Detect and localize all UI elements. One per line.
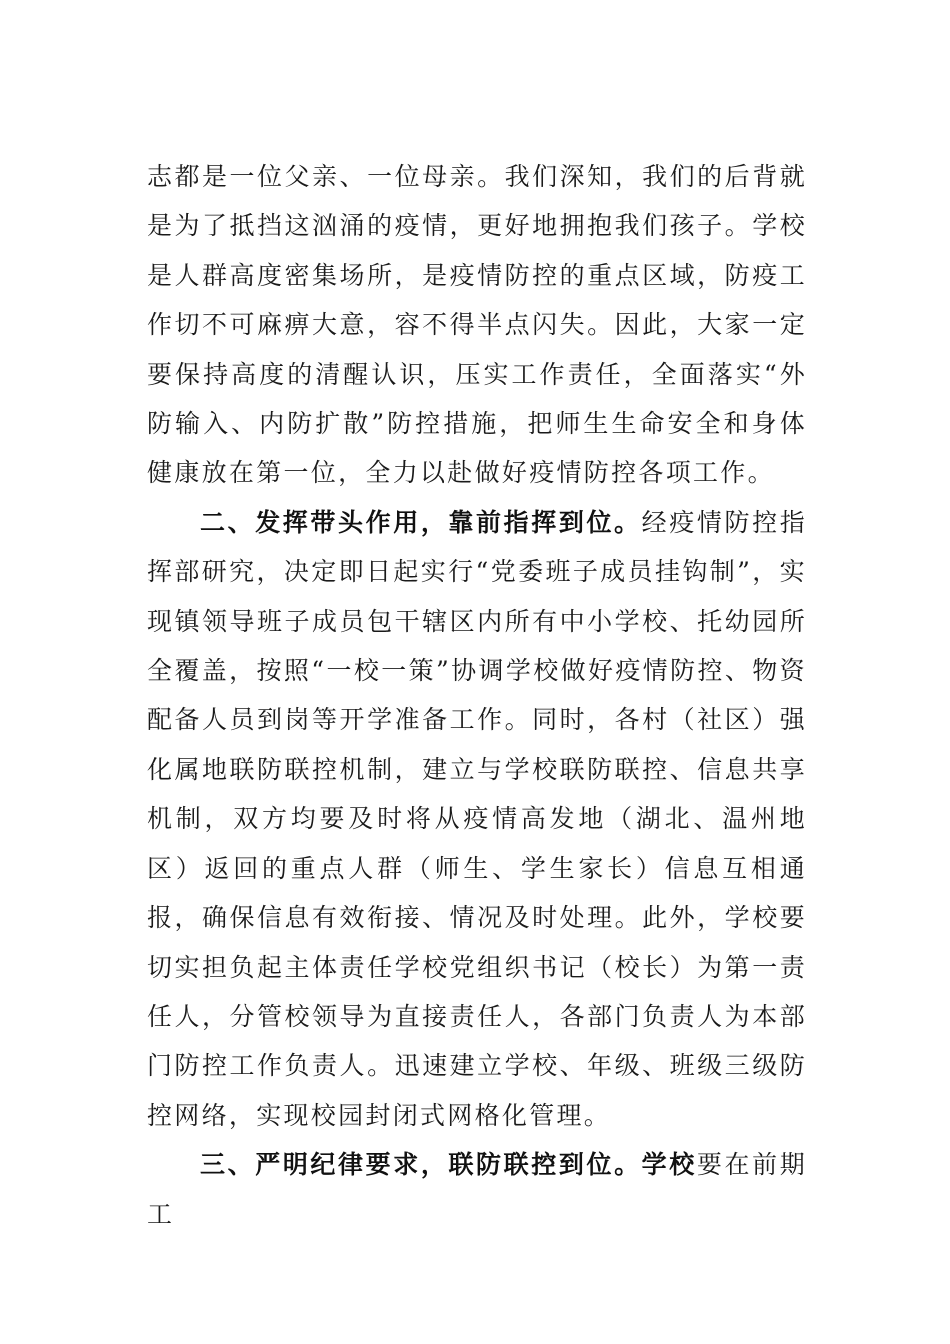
- section-two-heading: 二、发挥带头作用，靠前指挥到位。: [200, 507, 642, 537]
- paragraph-continuation: [147, 152, 807, 498]
- document-body: [147, 152, 807, 1239]
- section-three-heading: 三、严明纪律要求，联防联控到位。学校: [200, 1150, 697, 1180]
- section-two-text: 经疫情防控指挥部研究，决定即日起实行“党委班子成员挂钩制”，实现镇领导班子成员包干辖区内所有中小学校、托幼园所全覆盖，按照“一校一策”协调学校做好疫情防控、物资配备人员到岗等开学准备工作。同时，各村（社区）强化属地联防联控机制，建立与学校联防联控、信息共享机制，双方均要及时将从疫情高发地（湖北、温州地区）返回的重点人群（师生、学生家长）信息互相通报，确保信息有效衔接、情况及时处理。此外，学校要切实担负起主体责任学校党组织书记（校长）为第一责任人，分管校领导为直接责任人，各部门负责人为本部门防控工作负责人。迅速建立学校、年级、班级三级防控网络，实现校园封闭式网格化管理。: [147, 507, 807, 1130]
- paragraph-text: 志都是一位父亲、一位母亲。我们深知，我们的后背就是为了抵挡这汹涌的疫情，更好地拥抱我们孩子。学校是人群高度密集场所，是疫情防控的重点区域，防疫工作切不可麻痹大意，容不得半点闪失。因此，大家一定要保持高度的清醒认识，压实工作责任，全面落实“外防输入、内防扩散”防控措施，把师生生命安全和身体健康放在第一位，全力以赴做好疫情防控各项工作。: [147, 162, 807, 488]
- section-three-text: 要在前期工: [147, 1150, 808, 1229]
- section-three-paragraph: [147, 1140, 807, 1239]
- section-two-paragraph: [147, 498, 807, 1140]
